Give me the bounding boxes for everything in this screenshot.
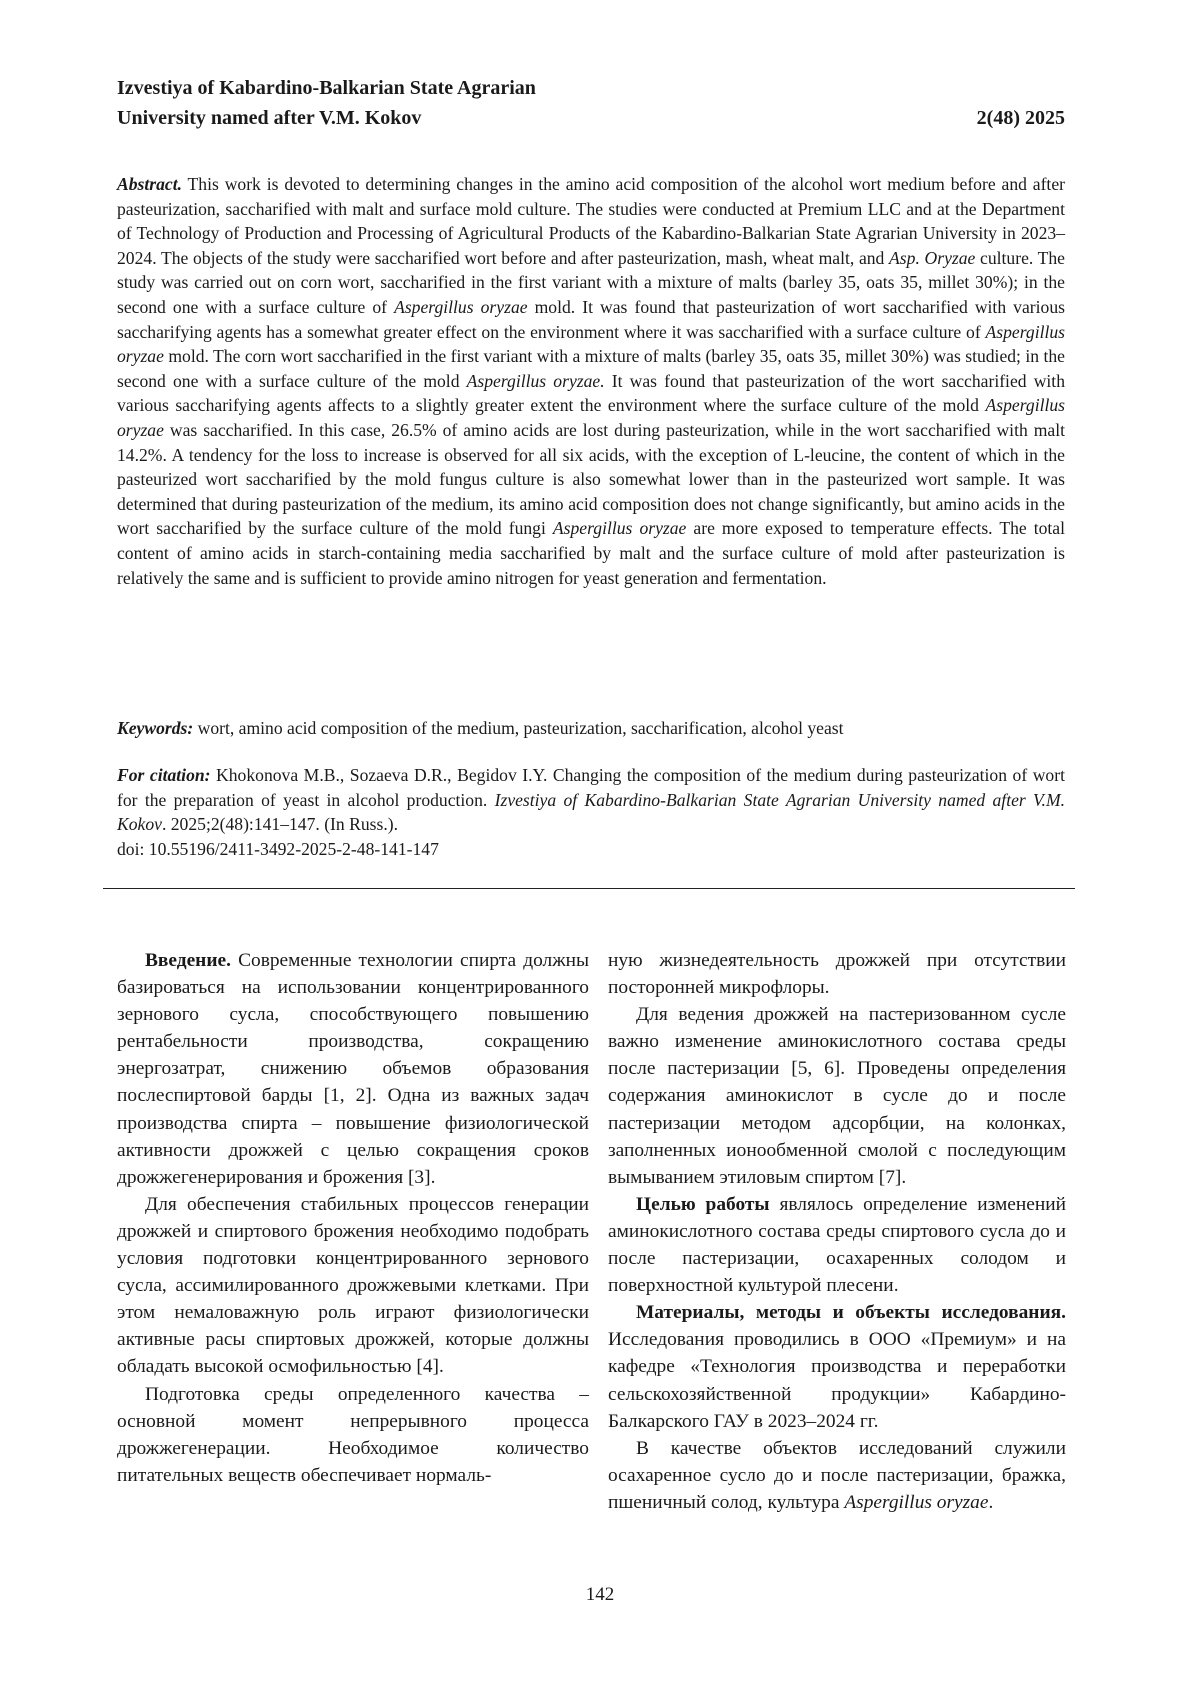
species-name: Aspergillus oryzae — [117, 322, 1065, 367]
abstract-text: mold. The corn wort saccharified in the first variant with a mixture of malts (barley 35, oats 35, millet 30%) was studied; in the second one with a surface culture of the mold — [117, 346, 1065, 391]
species-name: Aspergillus oryzae. — [467, 371, 605, 391]
abstract-text: This work is devoted to determining changes in the amino acid composition of the alcohol wort medium before and after pasteurization, saccharified with malt and surface mold culture. The studies were conducted at Premium LLC and at the Department of Technology of Production and Processing of Agricultural Products of the Kabardino-Balkarian State Agrarian University in 2023–2024. The objects of the study were saccharified wort before and after pasteurization, mash, wheat malt, and — [117, 174, 1065, 268]
paragraph-text: являлось определение изменений аминокислотного состава среды спиртового сусла до и после пастеризации, осахаренных солодом и поверхностной культурой плесени. — [608, 1194, 1066, 1296]
section-heading: Материалы, методы и объекты исследования. — [636, 1302, 1066, 1323]
paragraph — [608, 1191, 1066, 1299]
abstract-text: It was found that pasteurization of the wort saccharified with various saccharifying agents affects to a slightly greater extent the environment where the surface culture of the mold — [117, 371, 1065, 416]
body-column-left — [117, 947, 589, 1489]
paragraph — [608, 1299, 1066, 1434]
paragraph — [608, 1435, 1066, 1516]
abstract-text: mold. It was found that pasteurization of wort saccharified with various saccharifying agents has a somewhat greater effect on the environment where it was saccharified with a surface culture of — [117, 297, 1065, 342]
journal-title-line2: University named after V.M. Kokov — [117, 104, 1065, 132]
keywords-text: wort, amino acid composition of the medium, pasteurization, saccharification, alcohol yeast — [193, 718, 843, 738]
paragraph: ную жизнедеятельность дрожжей при отсутствии посторонней микрофлоры. — [608, 947, 1066, 1001]
issue-number: 2(48) 2025 — [977, 104, 1065, 132]
species-name: Aspergillus oryzae — [553, 518, 686, 538]
abstract-text: are more exposed to temperature effects. The total content of amino acids in starch-containing media saccharified by malt and the surface culture of mold after pasteurization is relatively the same and is sufficient to provide amino nitrogen for yeast generation and fermentation. — [117, 518, 1065, 587]
section-heading: Целью работы — [636, 1194, 770, 1215]
section-divider — [103, 888, 1075, 889]
citation-label: For citation: — [117, 765, 211, 785]
paragraph: Для обеспечения стабильных процессов генерации дрожжей и спиртового брожения необходимо подобрать условия подготовки концентрированного зернового сусла, ассимилированного дрожжевыми клетками. При этом немаловажную роль играют физиологически активные расы спиртовых дрожжей, которые должны обладать высокой осмофильностью [4]. — [117, 1191, 589, 1381]
paragraph — [117, 947, 589, 1191]
paragraph-text: В качестве объектов исследований служили осахаренное сусло до и после пастеризации, бражка, пшеничный солод, культура — [608, 1438, 1066, 1513]
paragraph: Подготовка среды определенного качества – основной момент непрерывного процесса дрожжегенерации. Необходимое количество питательных веществ обеспечивает нормаль- — [117, 1381, 589, 1489]
citation-text: . 2025;2(48):141–147. (In Russ.). — [162, 814, 398, 834]
journal-title-line1: Izvestiya of Kabardino-Balkarian State Agrarian — [117, 74, 1065, 102]
abstract-label: Abstract. — [117, 174, 182, 194]
body-column-right — [608, 947, 1066, 1516]
species-name: Aspergillus oryzae — [117, 395, 1065, 440]
abstract — [117, 172, 1065, 590]
citation — [117, 763, 1065, 861]
species-name: Aspergillus oryzae — [394, 297, 527, 317]
section-heading: Введение. — [145, 950, 231, 971]
page-number: 142 — [0, 1584, 1200, 1606]
species-name: Asp. Oryzae — [889, 248, 975, 268]
abstract-text: culture. The study was carried out on corn wort, saccharified in the first variant with a mixture of malts (barley 35, oats 35, millet 30%); in the second one with a surface culture of — [117, 248, 1065, 317]
citation-text: Khokonova M.B., Sozaeva D.R., Begidov I.Y. Changing the composition of the medium during pasteurization of wort for the preparation of yeast in alcohol production. — [117, 765, 1065, 810]
abstract-text: was saccharified. In this case, 26.5% of amino acids are lost during pasteurization, while in the wort saccharified with malt 14.2%. A tendency for the loss to increase is observed for all six acids, with the exception of L-leucine, the content of which in the pasteurized wort saccharified by the mold fungus culture is also somewhat lower than in the pasteurized wort sample. It was determined that during pasteurization of the medium, its amino acid composition does not change significantly, but amino acids in the wort saccharified by the surface culture of the mold fungi — [117, 420, 1065, 538]
paragraph-text: . — [988, 1492, 993, 1513]
paragraph-text: Исследования проводились в ООО «Премиум» и на кафедре «Технология производства и переработки сельскохозяйственной продукции» Кабардино-Балкарского ГАУ в 2023–2024 гг. — [608, 1329, 1066, 1431]
species-name: Aspergillus oryzae — [844, 1492, 988, 1513]
doi-link[interactable]: doi: 10.55196/2411-3492-2025-2-48-141-147 — [117, 839, 439, 859]
keywords-label: Keywords: — [117, 718, 193, 738]
paragraph-text: Современные технологии спирта должны базироваться на использовании концентрированного зернового сусла, способствующего повышению рентабельности производства, сокращению энергозатрат, снижению объемов образования послеспиртовой барды [1, 2]. Одна из важных задач производства спирта – повышение физиологической активности дрожжей с целью сокращения сроков дрожжегенерирования и брожения [3]. — [117, 950, 589, 1188]
citation-journal: Izvestiya of Kabardino-Balkarian State Agrarian University named after V.M. Kokov — [117, 790, 1065, 835]
paragraph: Для ведения дрожжей на пастеризованном сусле важно изменение аминокислотного состава среды после пастеризации [5, 6]. Проведены определения содержания аминокислот в сусле до и после пастеризации методом адсорбции, на колонках, заполненных ионообменной смолой с последующим вымыванием этиловым спиртом [7]. — [608, 1001, 1066, 1191]
keywords — [117, 716, 1065, 741]
